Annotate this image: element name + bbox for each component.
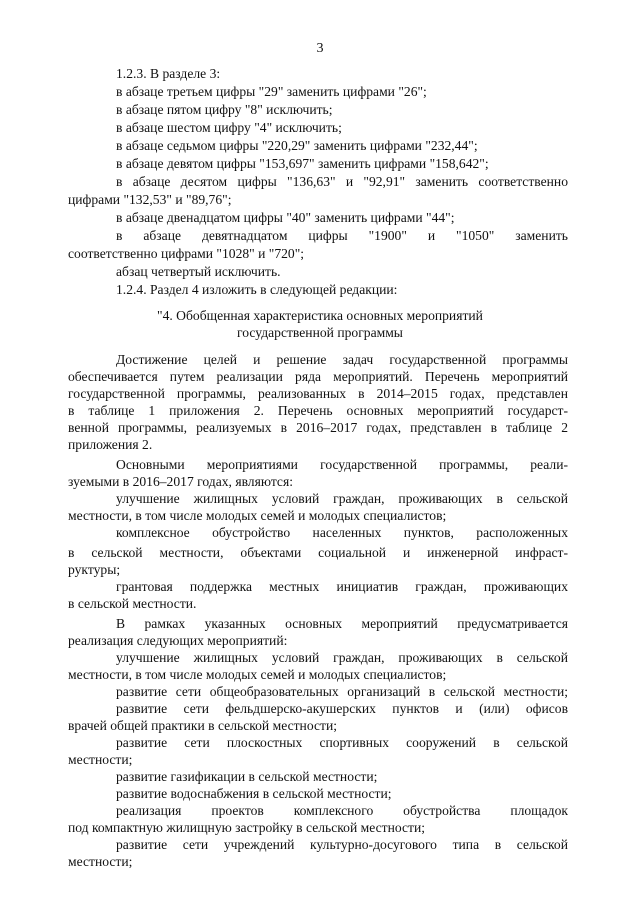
text-line: грантовая поддержка местных инициатив граждан, проживающих [116,579,568,594]
text-line: улучшение жилищных условий граждан, проживающих в сельской [116,491,568,506]
text-line: местности, в том числе молодых семей и молодых специалистов; [68,667,447,682]
text-line: улучшение жилищных условий граждан, проживающих в сельской [116,650,568,665]
text-line: Основными мероприятиями государственной программы, реали- [116,457,568,472]
text-line: местности; [68,752,133,767]
text-line: развитие сети учреждений культурно-досугового типа в сельской [116,837,568,852]
text-line: зуемыми в 2016–2017 годах, являются: [68,474,293,489]
text-line: в абзаце третьем цифры "29" заменить цифрами "26"; [116,84,427,99]
text-line: развитие сети фельдшерско-акушерских пунктов и (или) офисов [116,701,568,716]
text-line: 1.2.4. Раздел 4 изложить в следующей редакции: [116,282,398,297]
section-heading: "4. Обобщенная характеристика основных мероприятий [157,308,483,323]
text-line: в абзаце двенадцатом цифры "40" заменить цифрами "44"; [116,210,455,225]
text-line: в абзаце десятом цифры "136,63" и "92,91" заменить соответственно [116,174,568,189]
text-line: в сельской местности. [68,596,197,611]
text-line: местности; [68,854,133,869]
text-line: под компактную жилищную застройку в сельской местности; [68,820,426,835]
text-line: Достижение целей и решение задач государственной программы [116,352,568,367]
text-line: в сельской местности, объектами социальной и инженерной инфраст- [68,545,568,560]
text-line: 1.2.3. В разделе 3: [116,66,221,81]
text-line: развитие сети общеобразовательных организаций в сельской местности; [116,684,568,699]
text-line: цифрами "132,53" и "89,76"; [68,192,232,207]
text-line: в абзаце пятом цифру "8" исключить; [116,102,333,117]
text-line: развитие газификации в сельской местности; [116,769,378,784]
text-line: развитие сети плоскостных спортивных сооружений в сельской [116,735,568,750]
text-line: комплексное обустройство населенных пунктов, расположенных [116,525,568,540]
text-line: в абзаце девятнадцатом цифры "1900" и "1050" заменить [116,228,568,243]
text-line: руктуры; [68,562,121,577]
text-line: развитие водоснабжения в сельской местности; [116,786,392,801]
text-line: соответственно цифрами "1028" и "720"; [68,246,305,261]
text-line: приложения 2. [68,437,153,452]
text-line: в таблице 1 приложения 2. Перечень основных мероприятий государст- [68,403,568,418]
text-line: обеспечивается путем реализации ряда мероприятий. Перечень мероприятий [68,369,568,384]
text-line: в абзаце шестом цифру "4" исключить; [116,120,342,135]
text-line: венной программы, реализуемых в 2016–2017 годах, представлен в таблице 2 [68,420,568,435]
text-line: в абзаце седьмом цифры "220,29" заменить цифрами "232,44"; [116,138,478,153]
text-line: государственной программы, реализованных в 2014–2015 годах, представлен [68,386,568,401]
text-line: реализация следующих мероприятий: [68,633,288,648]
text-line: В рамках указанных основных мероприятий предусматривается [116,616,568,631]
page-number: 3 [316,40,324,56]
text-line: в абзаце девятом цифры "153,697" заменить цифрами "158,642"; [116,156,489,171]
text-line: абзац четвертый исключить. [116,264,281,279]
text-line: врачей общей практики в сельской местности; [68,718,337,733]
section-heading: государственной программы [237,325,403,340]
text-line: реализация проектов комплексного обустройства площадок [116,803,568,818]
text-line: местности, в том числе молодых семей и молодых специалистов; [68,508,447,523]
